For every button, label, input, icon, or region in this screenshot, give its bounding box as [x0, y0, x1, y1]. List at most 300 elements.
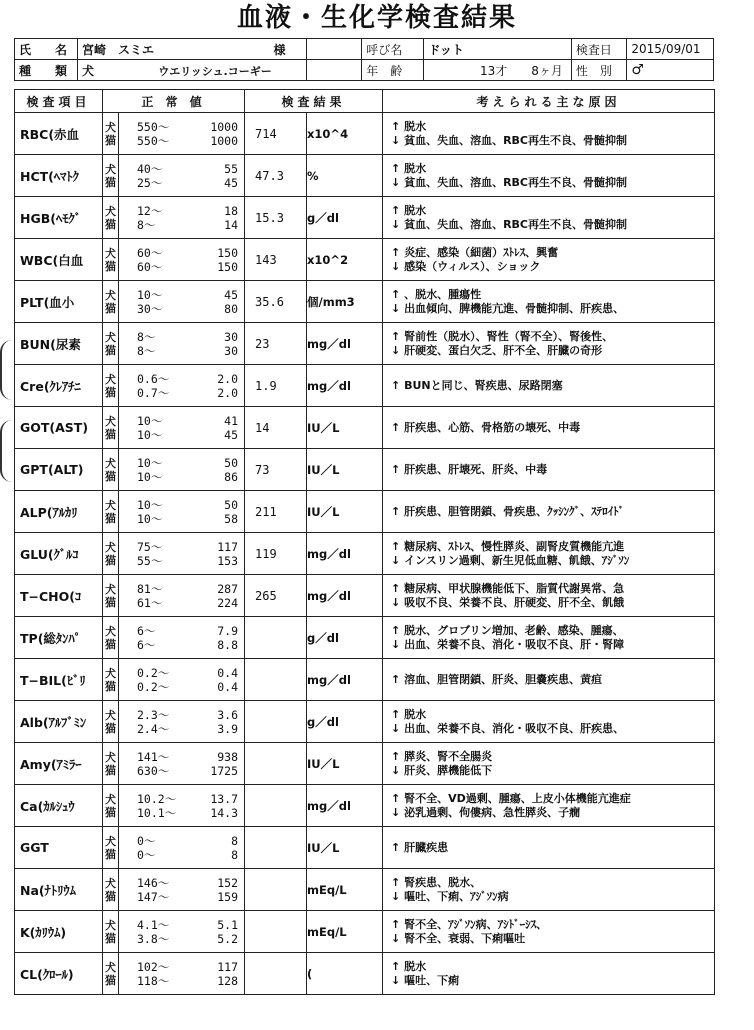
result-value: 35.6: [245, 281, 307, 323]
animal-dog: 犬: [105, 792, 116, 806]
range-dog: [119, 792, 244, 806]
normal-range: [119, 281, 245, 323]
handwritten-bracket-mark: [0, 420, 14, 482]
range-dog: [119, 960, 244, 974]
cause-increase: ↑ 脱水: [391, 119, 427, 133]
range-cat: [119, 302, 244, 316]
animal-cat: 猫: [105, 595, 116, 609]
age-label: 年 齢: [362, 60, 424, 81]
test-item: CL(ｸﾛｰﾙ): [15, 953, 103, 995]
possible-causes: [383, 827, 715, 869]
cause-decrease: ↓ 嘔吐、下痢、ｱｼﾞｿﾝ病: [391, 889, 509, 903]
range-high: 1000: [210, 119, 239, 134]
range-cat: [119, 344, 244, 358]
range-high: 8.8: [217, 637, 239, 652]
test-item: Amy(ｱﾐﾗｰ: [15, 743, 103, 785]
range-low: 0.2～: [137, 679, 170, 694]
range-low: 61～: [137, 595, 163, 610]
animal-dog: 犬: [105, 414, 116, 428]
range-high: 7.9: [217, 623, 239, 638]
animal-cat: 猫: [105, 175, 116, 189]
range-low: 0.7～: [137, 385, 170, 400]
range-high: 58: [224, 511, 239, 526]
normal-range: [119, 113, 245, 155]
result-unit: mg／dl: [307, 659, 383, 701]
result-unit: mg／dl: [307, 533, 383, 575]
result-value: 211: [245, 491, 307, 533]
range-low: 75～: [137, 539, 163, 554]
cause-increase: ↑ 脱水: [391, 161, 427, 175]
cause-decrease: ↓ 出血、栄養不良、消化・吸収不良、肝・腎障: [391, 637, 625, 651]
result-value: 15.3: [245, 197, 307, 239]
table-row: [15, 575, 715, 617]
possible-causes: [383, 197, 715, 239]
animal-cat: 猫: [105, 889, 116, 903]
range-high: 224: [217, 595, 239, 610]
animal-labels: [103, 911, 119, 953]
range-low: 2.4～: [137, 721, 170, 736]
range-high: 55: [224, 161, 239, 176]
result-value: [245, 701, 307, 743]
owner-name-label: 氏 名: [15, 39, 78, 60]
range-low: 10～: [137, 511, 163, 526]
honorific: 様: [273, 42, 286, 57]
animal-cat: 猫: [105, 553, 116, 567]
animal-dog: 犬: [105, 918, 116, 932]
age: 13才 8ヶ月: [424, 60, 571, 81]
range-cat: [119, 848, 244, 862]
range-low: 0.6～: [137, 371, 170, 386]
table-row: [15, 785, 715, 827]
range-dog: [119, 624, 244, 638]
results-table: [14, 89, 715, 995]
range-high: 50: [224, 497, 239, 512]
range-low: 6～: [137, 637, 156, 652]
result-unit: g／dl: [307, 701, 383, 743]
result-value: [245, 785, 307, 827]
test-item: Ca(ｶﾙｼｭｳ: [15, 785, 103, 827]
normal-range: [119, 701, 245, 743]
test-item: TP(総ﾀﾝﾊﾟ: [15, 617, 103, 659]
test-item: GGT: [15, 827, 103, 869]
range-low: 60～: [137, 245, 163, 260]
result-value: 143: [245, 239, 307, 281]
animal-dog: 犬: [105, 540, 116, 554]
table-row: [15, 701, 715, 743]
cause-decrease: ↓ 吸収不良、栄養不良、肝硬変、肝不全、飢餓: [391, 595, 625, 609]
range-low: 10～: [137, 455, 163, 470]
animal-labels: [103, 113, 119, 155]
possible-causes: [383, 113, 715, 155]
animal-labels: [103, 743, 119, 785]
owner-name: 宮崎 スミエ: [82, 42, 155, 57]
handwritten-bracket-mark: [0, 340, 14, 400]
range-cat: [119, 512, 244, 526]
cause-increase: ↑ 肝臓疾患: [391, 840, 449, 854]
cause-decrease: ↓ 嘔吐、下痢: [391, 973, 460, 987]
animal-labels: [103, 659, 119, 701]
range-cat: [119, 638, 244, 652]
table-row: [15, 113, 715, 155]
possible-causes: [383, 743, 715, 785]
result-unit: mg／dl: [307, 575, 383, 617]
range-low: 10.2～: [137, 791, 177, 806]
cause-increase: ↑ 、脱水、腫瘍性: [391, 287, 482, 301]
animal-dog: 犬: [105, 834, 116, 848]
range-dog: [119, 918, 244, 932]
cause-increase: ↑ 膵炎、腎不全腸炎: [391, 749, 493, 763]
range-low: 12～: [137, 203, 163, 218]
table-row: [15, 869, 715, 911]
animal-dog: 犬: [105, 120, 116, 134]
range-high: 159: [217, 889, 239, 904]
range-low: 10～: [137, 497, 163, 512]
range-high: 45: [224, 175, 239, 190]
cause-decrease: ↓ 泌乳過剰、佝僂病、急性膵炎、子癇: [391, 805, 581, 819]
range-low: 25～: [137, 175, 163, 190]
result-value: 714: [245, 113, 307, 155]
cause-increase: ↑ BUNと同じ、腎疾患、尿路閉塞: [391, 378, 563, 392]
range-high: 2.0: [217, 371, 239, 386]
animal-labels: [103, 407, 119, 449]
range-low: 4.1～: [137, 917, 170, 932]
table-row: [15, 197, 715, 239]
table-row: [15, 533, 715, 575]
col-header-causes: 考えられる主な原因: [383, 90, 715, 113]
normal-range: [119, 155, 245, 197]
range-cat: [119, 554, 244, 568]
result-value: [245, 617, 307, 659]
range-dog: [119, 372, 244, 386]
species-breed-cell: [78, 60, 307, 81]
result-value: 1.9: [245, 365, 307, 407]
possible-causes: [383, 911, 715, 953]
range-high: 5.1: [217, 917, 239, 932]
result-unit: mg／dl: [307, 365, 383, 407]
range-high: 45: [224, 427, 239, 442]
range-low: 60～: [137, 259, 163, 274]
cause-increase: ↑ 腎不全、ｱｼﾞｿﾝ病、ｱｼﾄﾞｰｼｽ、: [391, 917, 548, 931]
cause-increase: ↑ 糖尿病、甲状腺機能低下、脂質代謝異常、急: [391, 581, 625, 595]
result-unit: IU／L: [307, 449, 383, 491]
sex: ♂: [627, 60, 714, 81]
animal-labels: [103, 575, 119, 617]
range-low: 141～: [137, 749, 170, 764]
cause-increase: ↑ 溶血、胆管閉鎖、肝炎、胆嚢疾患、黄疸: [391, 672, 603, 686]
result-value: 265: [245, 575, 307, 617]
date-label: 検査日: [571, 39, 626, 60]
result-unit: g／dl: [307, 617, 383, 659]
animal-cat: 猫: [105, 805, 116, 819]
range-high: 8: [231, 847, 239, 862]
animal-labels: [103, 869, 119, 911]
result-unit: g／dl: [307, 197, 383, 239]
range-dog: [119, 246, 244, 260]
cause-increase: ↑ 肝疾患、肝壊死、肝炎、中毒: [391, 462, 548, 476]
range-low: 147～: [137, 889, 170, 904]
animal-cat: 猫: [105, 679, 116, 693]
range-dog: [119, 120, 244, 134]
range-high: 128: [217, 973, 239, 988]
range-low: 10.1～: [137, 805, 177, 820]
range-high: 938: [217, 749, 239, 764]
possible-causes: [383, 701, 715, 743]
test-item: T−CHO(ｺ: [15, 575, 103, 617]
animal-labels: [103, 617, 119, 659]
range-high: 117: [217, 539, 239, 554]
range-dog: [119, 498, 244, 512]
result-unit: (: [307, 953, 383, 995]
range-low: 550～: [137, 133, 170, 148]
animal-dog: 犬: [105, 498, 116, 512]
test-item: BUN(尿素: [15, 323, 103, 365]
result-value: [245, 953, 307, 995]
result-unit: IU／L: [307, 407, 383, 449]
animal-cat: 猫: [105, 133, 116, 147]
cause-increase: ↑ 炎症、感染（細菌）ｽﾄﾚｽ、興奮: [391, 245, 559, 259]
range-dog: [119, 666, 244, 680]
result-value: 23: [245, 323, 307, 365]
range-high: 153: [217, 553, 239, 568]
sex-label: 性 別: [571, 60, 626, 81]
animal-labels: [103, 533, 119, 575]
animal-dog: 犬: [105, 876, 116, 890]
animal-labels: [103, 491, 119, 533]
cause-increase: ↑ 肝疾患、胆管閉鎖、骨疾患、ｸｯｼﾝｸﾞ、ｽﾃﾛｲﾄﾞ: [391, 504, 625, 518]
table-row: [15, 323, 715, 365]
possible-causes: [383, 953, 715, 995]
range-high: 14: [224, 217, 239, 232]
range-low: 0.2～: [137, 665, 170, 680]
normal-range: [119, 407, 245, 449]
range-dog: [119, 204, 244, 218]
table-row: [15, 617, 715, 659]
range-dog: [119, 540, 244, 554]
range-dog: [119, 582, 244, 596]
range-low: 6～: [137, 623, 156, 638]
test-item: K(ｶﾘｳﾑ): [15, 911, 103, 953]
animal-cat: 猫: [105, 721, 116, 735]
range-low: 10～: [137, 413, 163, 428]
range-cat: [119, 470, 244, 484]
normal-range: [119, 659, 245, 701]
callname: ドット: [424, 39, 571, 60]
range-high: 86: [224, 469, 239, 484]
animal-dog: 犬: [105, 246, 116, 260]
range-cat: [119, 428, 244, 442]
range-high: 0.4: [217, 679, 239, 694]
range-high: 45: [224, 287, 239, 302]
normal-range: [119, 575, 245, 617]
possible-causes: [383, 239, 715, 281]
test-item: Alb(ｱﾙﾌﾞﾐﾝ: [15, 701, 103, 743]
range-low: 30～: [137, 301, 163, 316]
animal-labels: [103, 281, 119, 323]
test-item: ALP(ｱﾙｶﾘ: [15, 491, 103, 533]
normal-range: [119, 827, 245, 869]
range-high: 3.6: [217, 707, 239, 722]
normal-range: [119, 911, 245, 953]
cause-increase: ↑ 脱水: [391, 707, 427, 721]
result-unit: mEq/L: [307, 911, 383, 953]
test-item: HCT(ﾍﾏﾄｸ: [15, 155, 103, 197]
test-item: GPT(ALT): [15, 449, 103, 491]
result-unit: 個/mm3: [307, 281, 383, 323]
range-high: 80: [224, 301, 239, 316]
result-value: [245, 659, 307, 701]
animal-labels: [103, 785, 119, 827]
cause-increase: ↑ 腎疾患、脱水、: [391, 875, 482, 889]
range-low: 81～: [137, 581, 163, 596]
range-dog: [119, 456, 244, 470]
table-row: [15, 407, 715, 449]
test-item: GOT(AST): [15, 407, 103, 449]
test-item: HGB(ﾍﾓｸﾞ: [15, 197, 103, 239]
breed: ウエリッシュ.コーギー: [158, 64, 272, 78]
result-unit: mg／dl: [307, 323, 383, 365]
cause-increase: ↑ 脱水: [391, 203, 427, 217]
range-cat: [119, 596, 244, 610]
cause-decrease: ↓ 肝炎、膵機能低下: [391, 763, 493, 777]
result-unit: mEq/L: [307, 869, 383, 911]
result-value: 73: [245, 449, 307, 491]
range-dog: [119, 414, 244, 428]
result-value: 14: [245, 407, 307, 449]
normal-range: [119, 743, 245, 785]
range-dog: [119, 834, 244, 848]
possible-causes: [383, 281, 715, 323]
test-item: Na(ﾅﾄﾘｳﾑ: [15, 869, 103, 911]
range-cat: [119, 386, 244, 400]
result-unit: x10^2: [307, 239, 383, 281]
possible-causes: [383, 155, 715, 197]
animal-cat: 猫: [105, 343, 116, 357]
test-item: GLU(ｸﾞﾙｺ: [15, 533, 103, 575]
cause-decrease: ↓ 肝硬変、蛋白欠乏、肝不全、肝臓の奇形: [391, 343, 603, 357]
normal-range: [119, 869, 245, 911]
animal-labels: [103, 323, 119, 365]
table-row: [15, 155, 715, 197]
range-low: 0～: [137, 833, 156, 848]
animal-cat: 猫: [105, 931, 116, 945]
range-low: 630～: [137, 763, 170, 778]
normal-range: [119, 953, 245, 995]
possible-causes: [383, 533, 715, 575]
species-label: 種 類: [15, 60, 78, 81]
range-high: 152: [217, 875, 239, 890]
table-row: [15, 659, 715, 701]
col-header-result: 検査結果: [245, 90, 383, 113]
test-item: WBC(白血: [15, 239, 103, 281]
range-low: 10～: [137, 287, 163, 302]
table-row: [15, 953, 715, 995]
cause-increase: ↑ 脱水、グロブリン増加、老齢、感染、腫瘍、: [391, 623, 624, 637]
range-high: 287: [217, 581, 239, 596]
animal-dog: 犬: [105, 456, 116, 470]
range-low: 8～: [137, 343, 156, 358]
possible-causes: [383, 659, 715, 701]
range-high: 2.0: [217, 385, 239, 400]
range-high: 0.4: [217, 665, 239, 680]
test-item: PLT(血小: [15, 281, 103, 323]
result-value: [245, 869, 307, 911]
range-cat: [119, 722, 244, 736]
range-cat: [119, 680, 244, 694]
cause-increase: ↑ 腎不全、VD過剰、腫瘍、上皮小体機能亢進症: [391, 791, 631, 805]
range-cat: [119, 218, 244, 232]
cause-increase: ↑ 脱水: [391, 959, 427, 973]
animal-cat: 猫: [105, 259, 116, 273]
range-cat: [119, 932, 244, 946]
possible-causes: [383, 575, 715, 617]
result-value: [245, 911, 307, 953]
range-dog: [119, 708, 244, 722]
animal-labels: [103, 827, 119, 869]
animal-dog: 犬: [105, 708, 116, 722]
result-value: 47.3: [245, 155, 307, 197]
result-unit: IU／L: [307, 491, 383, 533]
normal-range: [119, 533, 245, 575]
range-low: 8～: [137, 217, 156, 232]
owner-name-cell: [78, 39, 307, 60]
possible-causes: [383, 407, 715, 449]
animal-labels: [103, 365, 119, 407]
animal-labels: [103, 197, 119, 239]
range-dog: [119, 876, 244, 890]
test-item: RBC(赤血: [15, 113, 103, 155]
table-row: [15, 449, 715, 491]
animal-cat: 猫: [105, 973, 116, 987]
animal-cat: 猫: [105, 847, 116, 861]
range-high: 150: [217, 259, 239, 274]
animal-dog: 犬: [105, 330, 116, 344]
range-high: 41: [224, 413, 239, 428]
col-header-item: 検査項目: [15, 90, 103, 113]
range-high: 8: [231, 833, 239, 848]
animal-labels: [103, 953, 119, 995]
result-value: 119: [245, 533, 307, 575]
animal-labels: [103, 449, 119, 491]
range-cat: [119, 764, 244, 778]
animal-dog: 犬: [105, 204, 116, 218]
range-dog: [119, 330, 244, 344]
result-value: [245, 743, 307, 785]
normal-range: [119, 449, 245, 491]
range-high: 150: [217, 245, 239, 260]
range-low: 10～: [137, 427, 163, 442]
range-cat: [119, 974, 244, 988]
range-low: 55～: [137, 553, 163, 568]
range-high: 13.7: [210, 791, 239, 806]
animal-dog: 犬: [105, 666, 116, 680]
page-title: 血液・生化学検査結果: [236, 3, 517, 33]
normal-range: [119, 197, 245, 239]
animal-cat: 猫: [105, 763, 116, 777]
test-item: Cre(ｸﾚｱﾁﾆ: [15, 365, 103, 407]
animal-cat: 猫: [105, 385, 116, 399]
range-cat: [119, 806, 244, 820]
range-high: 14.3: [210, 805, 239, 820]
result-unit: x10^4: [307, 113, 383, 155]
cause-increase: ↑ 糖尿病、ｽﾄﾚｽ、慢性膵炎、副腎皮質機能亢進: [391, 539, 625, 553]
species: 犬: [82, 63, 95, 78]
result-value: [245, 827, 307, 869]
animal-cat: 猫: [105, 511, 116, 525]
range-dog: [119, 162, 244, 176]
range-low: 146～: [137, 875, 170, 890]
range-high: 3.9: [217, 721, 239, 736]
animal-labels: [103, 701, 119, 743]
